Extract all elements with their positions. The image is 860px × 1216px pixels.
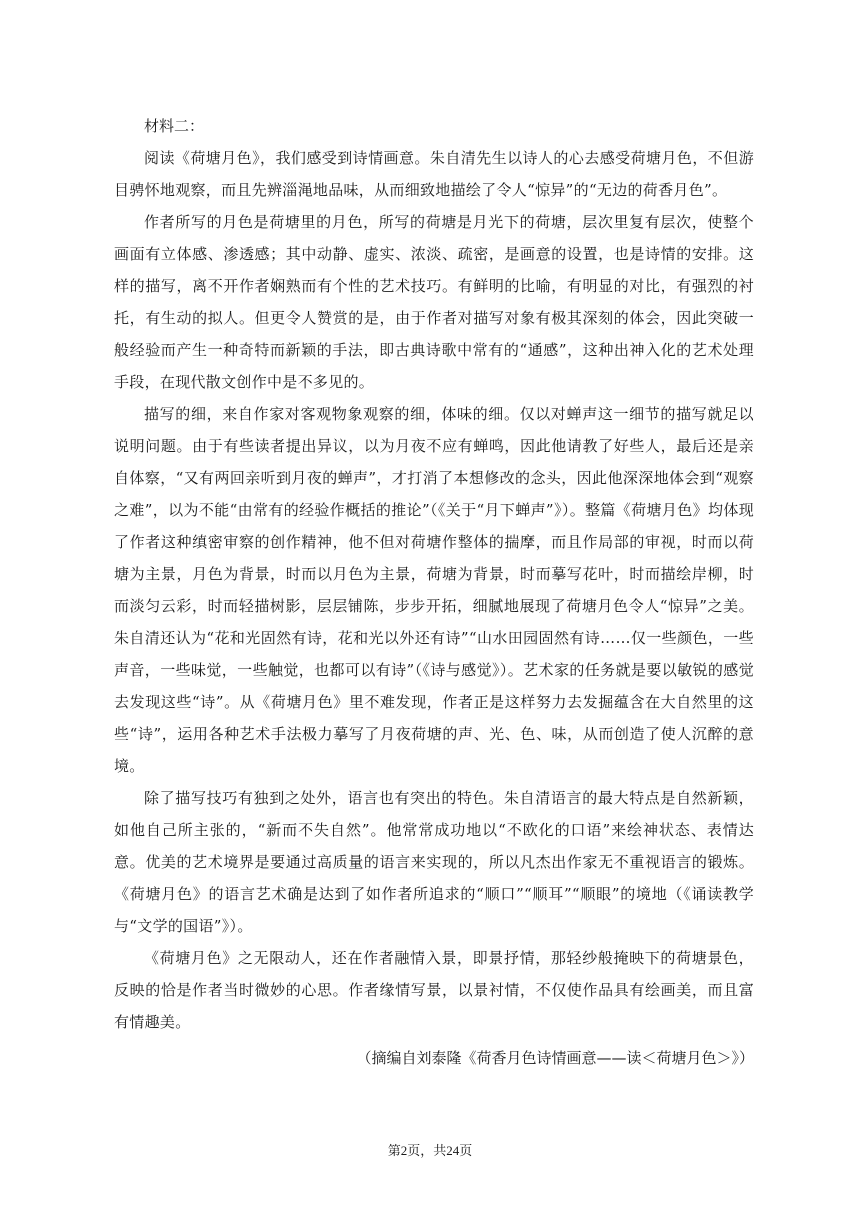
material-heading: 材料二： — [144, 117, 205, 135]
page-footer: 第2页，共24页 — [387, 1143, 473, 1158]
document-body — [114, 110, 754, 1074]
paragraph-3: 描写的细，来自作家对客观物象观察的细，体味的细。仅以对蝉声这一细节的描写就足以说明问题。由于有些读者提出异议，以为月夜不应有蝉鸣，因此他请教了好些人，最后还是亲自体察，“又有两回亲听到月夜的蝉声”，才打消了本想修改的念头，因此他深深地体会到“观察之难”，以为不能“由常有的经验作概括的推论”（《关于“月下蝉声”》）。整篇《荷塘月色》均体现了作者这种缜密审察的创作精神，他不但对荷塘作整体的揣摩，而且作局部的审视，时而以荷塘为主景，月色为背景，时而以月色为主景，荷塘为背景，时而摹写花叶，时而描绘岸柳，时而淡匀云彩，时而轻描树影，层层铺陈，步步开拓，细腻地展现了荷塘月色令人“惊异”之美。朱自清还认为“花和光固然有诗，花和光以外还有诗”“山水田园固然有诗……仅一些颜色，一些声音，一些味觉，一些触觉，也都可以有诗”（《诗与感觉》）。艺术家的任务就是要以敏锐的感觉去发现这些“诗”。从《荷塘月色》里不难发现，作者正是这样努力去发掘蕴含在大自然里的这些“诗”，运用各种艺术手法极力摹写了月夜荷塘的声、光、色、味，从而创造了使人沉醉的意境。 — [114, 405, 754, 775]
paragraph-5: 《荷塘月色》之无限动人，还在作者融情入景，即景抒情，那轻纱般掩映下的荷塘景色，反映的恰是作者当时微妙的心思。作者缘情写景，以景衬情，不仅使作品具有绘画美，而且富有情趣美。 — [114, 949, 754, 1031]
paragraph-4: 除了描写技巧有独到之处外，语言也有突出的特色。朱自清语言的最大特点是自然新颖，如他自己所主张的，“新而不失自然”。他常常成功地以“不欧化的口语”来绘神状态、表情达意。优美的艺术境界是要通过高质量的语言来实现的，所以凡杰出作家无不重视语言的锻炼。《荷塘月色》的语言艺术确是达到了如作者所追求的“顺口”“顺耳”“顺眼”的境地（《诵读教学与“文学的国语”》）。 — [114, 789, 754, 935]
paragraph-1: 阅读《荷塘月色》，我们感受到诗情画意。朱自清先生以诗人的心去感受荷塘月色，不但游目骋怀地观察，而且先辨淄渑地品味，从而细致地描绘了令人“惊异”的“无边的荷香月色”。 — [114, 149, 754, 199]
paragraph-2: 作者所写的月色是荷塘里的月色，所写的荷塘是月光下的荷塘，层次里复有层次，使整个画面有立体感、渗透感；其中动静、虚实、浓淡、疏密，是画意的设置，也是诗情的安排。这样的描写，离不开作者娴熟而有个性的艺术技巧。有鲜明的比喻，有明显的对比，有强烈的衬托，有生动的拟人。但更令人赞赏的是，由于作者对描写对象有极其深刻的体会，因此突破一般经验而产生一种奇特而新颖的手法，即古典诗歌中常有的“通感”，这种出神入化的艺术处理手段，在现代散文创作中是不多见的。 — [114, 213, 754, 391]
source-citation: （摘编自刘泰隆《荷香月色诗情画意——读＜荷塘月色＞》） — [356, 1049, 754, 1067]
